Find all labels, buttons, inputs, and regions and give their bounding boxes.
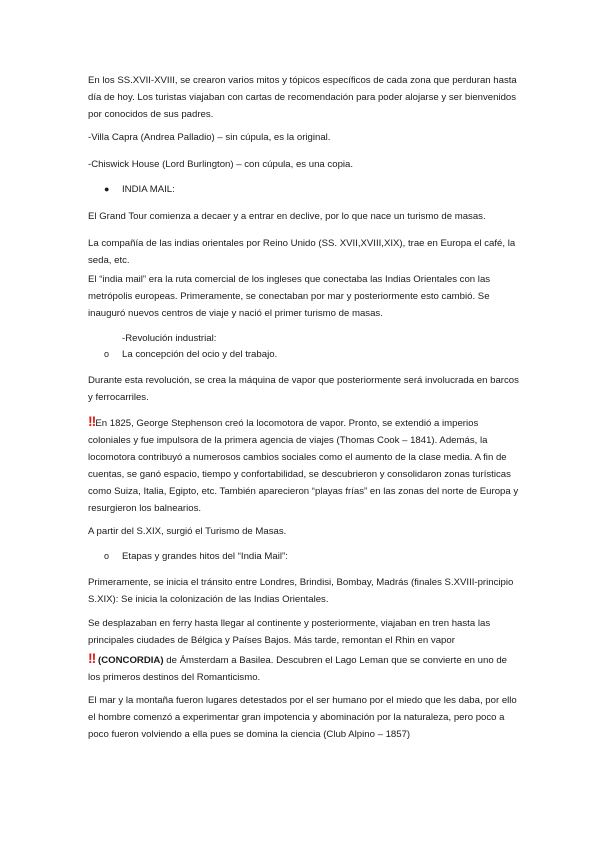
paragraph-locomotora-text: En 1825, George Stephenson creó la locomotora de vapor. Pronto, se extendió a imperios coloniales y fue impulsora de la primera agencia de viajes (Thomas Cook – 1841). Además, la locomotora contribuyó a numerosos cambios sociales como el aumento de la clase media. A fin de cuentas, se ganó espacio, tiempo y confortabilidad, se descubrieron y consolidaron zonas turísticas como Suiza, Italia, Egipto, etc. También aparecieron “playas frías” en las zonas del norte de Europa y resurgieron los balnearios.: [88, 418, 519, 514]
alert-exclamation-icon: !!: [88, 413, 96, 429]
paragraph-india-mail-ruta: El “india mail” era la ruta comercial de los ingleses que conectaba las Indias Orientales con las metrópolis europeas. Primeramente, se conectaban por mar y posteriormente esto cambió. Se inauguró nuevos centros de viaje y nació el primer turismo de masas.: [88, 274, 491, 319]
paragraph-compania-indias: La compañía de las indias orientales por Reino Unido (SS. XVII,XVIII,XIX), trae en Europa el café, la seda, etc.: [88, 238, 516, 266]
paragraph-locomotora: [88, 413, 520, 517]
paragraph-transito-londres: Primeramente, se inicia el tránsito entre Londres, Brindisi, Bombay, Madrás (finales S.XVIII-principio S.XIX): Se inicia la colonización de las Indias Orientales.: [88, 577, 514, 605]
paragraph-maquina-vapor: Durante esta revolución, se crea la máquina de vapor que posteriormente será involucrada en barcos y ferrocarriles.: [88, 375, 519, 403]
bullet-dot-icon: ●: [104, 184, 110, 194]
alert-exclamation-icon: !!: [88, 650, 96, 666]
paragraph-turismo-masas: A partir del S.XIX, surgió el Turismo de Masas.: [88, 526, 287, 537]
paragraph-villa-capra: -Villa Capra (Andrea Palladio) – sin cúpula, es la original.: [88, 132, 331, 143]
bullet-circle-icon: o: [104, 349, 110, 359]
list-item-ocio-trabajo: La concepción del ocio y del trabajo.: [122, 349, 278, 360]
bullet-circle-icon: o: [104, 551, 110, 561]
paragraph-ferry-tren: Se desplazaban en ferry hasta llegar al continente y posteriormente, viajaban en tren hasta las principales ciudades de Bélgica y Países Bajos. Más tarde, remontan el Rhin en vapor: [88, 618, 491, 646]
subheading-revolucion-industrial: -Revolución industrial:: [122, 333, 217, 344]
paragraph-chiswick-house: -Chiswick House (Lord Burlington) – con cúpula, es una copia.: [88, 159, 354, 170]
paragraph-concordia: [88, 650, 520, 686]
concordia-label: (CONCORDIA): [98, 655, 164, 666]
paragraph-grand-tour: El Grand Tour comienza a decaer y a entrar en declive, por lo que nace un turismo de masas.: [88, 211, 486, 222]
paragraph-mar-montana: El mar y la montaña fueron lugares detestados por el ser humano por el miedo que les daba, por ello el hombre comenzó a experimentar gran impotencia y abominación por la naturaleza, pero poco a poco fueron volviendo a ella pues se domina la ciencia (Club Alpino – 1857): [88, 695, 517, 740]
paragraph-mitos-topicos: En los SS.XVII-XVIII, se crearon varios mitos y tópicos específicos de cada zona que perduran hasta día de hoy. Los turistas viajaban con cartas de recomendación para poder alojarse y ser bienvenidos por conocidos de sus padres.: [88, 75, 517, 120]
paragraph-concordia-text: de Ámsterdam a Basilea. Descubren el Lago Leman que se convierte en uno de los primeros destinos del Romanticismo.: [88, 655, 508, 683]
heading-india-mail: INDIA MAIL:: [122, 184, 175, 195]
list-item-etapas-hitos: Etapas y grandes hitos del “India Mail”:: [122, 551, 288, 562]
